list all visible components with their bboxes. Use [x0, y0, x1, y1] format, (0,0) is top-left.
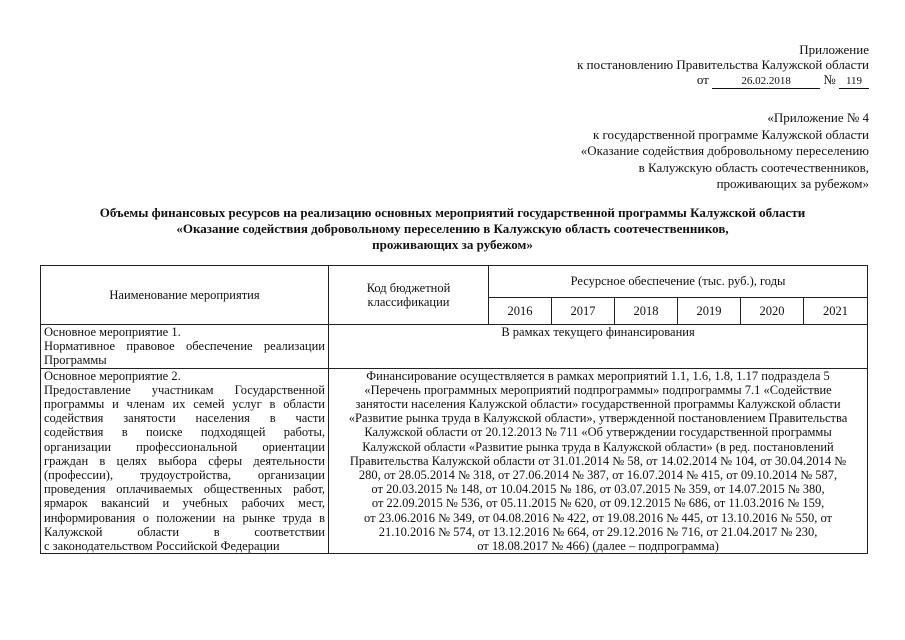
title-line: Объемы финансовых ресурсов на реализацию основных мероприятий государственной программы Калужской области — [99, 205, 806, 220]
title-line: «Оказание содействия добровольному переселению в Калужскую область соотечественников, — [176, 221, 729, 236]
header-year-2020: 2020 — [741, 298, 804, 325]
financing-line: от 18.08.2017 № 466) (далее – подпрограмма) — [477, 539, 719, 554]
appendix4-line: «Приложение № 4 — [767, 110, 869, 125]
activity-2-line: ярмарок вакансий и учебных рабочих мест, — [44, 496, 325, 511]
decree-date: 26.02.2018 — [712, 75, 820, 89]
financing-line: Калужской области от 20.12.2013 № 711 «Об утверждении государственной программы — [364, 425, 832, 440]
header-year-2019: 2019 — [678, 298, 741, 325]
number-label: № — [823, 72, 836, 87]
financing-line: от 23.06.2016 № 349, от 04.08.2016 № 422, от 19.08.2016 № 445, от 13.10.2016 № 550, от — [364, 510, 832, 525]
financing-line: 21.10.2016 № 574, от 13.12.2016 № 664, от 29.12.2016 № 716, от 21.04.2017 № 230, — [378, 524, 818, 539]
activity-2-line: Предоставление участникам Государственной — [44, 382, 325, 397]
table-header-row — [41, 266, 868, 298]
activity-2-line: Калужской области в соответствии — [44, 524, 325, 539]
header-kbk-line: Код бюджетной — [366, 280, 451, 295]
document-title — [40, 205, 865, 253]
financing-line: «Перечень программных мероприятий подпрограммы» подпрограммы 7.1 «Содействие — [364, 382, 832, 397]
header-resources: Ресурсное обеспечение (тыс. руб.), годы — [489, 266, 868, 298]
activity-1-line: Основное мероприятие 1. — [44, 325, 181, 339]
table-row — [41, 325, 868, 369]
header-kbk-line: классификации — [367, 295, 450, 309]
appendix-header — [577, 42, 869, 89]
appendix4-line: «Оказание содействия добровольному переселению — [580, 143, 869, 158]
activity-2-line: программы и членам их семей услуг в области — [44, 397, 325, 412]
activity-2-financing — [329, 368, 868, 554]
financing-line: 280, от 28.05.2014 № 318, от 27.06.2014 № 387, от 16.07.2014 № 415, от 09.10.2014 № 587, — [358, 468, 838, 483]
header-kbk — [329, 266, 489, 325]
decree-number: 119 — [839, 75, 869, 89]
financing-line: Правительства Калужской области от 31.01.2014 № 58, от 14.02.2014 № 104, от 30.04.2014 № — [349, 453, 847, 468]
appendix4-line: в Калужскую область соотечественников, — [638, 159, 869, 175]
header-year-2021: 2021 — [804, 298, 868, 325]
activity-1-name — [41, 325, 329, 369]
activity-2-line: содействия в поиске подходящей работы, — [44, 425, 325, 440]
appendix4-header — [581, 110, 869, 193]
financing-line: занятости населения Калужской области» государственной программы Калужской области — [355, 397, 841, 412]
activity-2-line: Основное мероприятие 2. — [44, 368, 181, 383]
activity-2-line: содействия занятости населения в части — [44, 411, 325, 426]
activity-1-financing: В рамках текущего финансирования — [329, 325, 868, 369]
financing-line: Финансирование осуществляется в рамках мероприятий 1.1, 1.6, 1.8, 1.17 подраздела 5 — [366, 368, 830, 383]
resources-table — [40, 265, 868, 554]
activity-2-line: граждан в целях выбора сферы деятельности — [44, 453, 325, 468]
activity-2-line: организации профессиональной ориентации — [44, 439, 325, 454]
from-label: от — [696, 72, 709, 87]
activity-2-line: с законодательством Российской Федерации — [44, 539, 280, 554]
appendix4-line: к государственной программе Калужской области — [592, 126, 869, 142]
financing-line: Калужской области «Развитие рынка труда в Калужской области» (в ред. постановлений — [362, 439, 834, 454]
activity-2-line: информирования о положении на рынке труда в — [44, 510, 325, 525]
activity-2-line: проведения оплачиваемых общественных работ, — [44, 482, 325, 497]
title-line: проживающих за рубежом» — [372, 237, 533, 252]
financing-line: от 22.09.2015 № 536, от 05.11.2015 № 620, от 09.12.2015 № 686, от 11.03.2016 № 159, — [371, 496, 825, 511]
activity-1-line: Нормативное правовое обеспечение реализации — [44, 339, 325, 354]
table-row — [41, 368, 868, 554]
decree-reference: к постановлению Правительства Калужской области — [577, 57, 869, 72]
header-year-2016: 2016 — [489, 298, 552, 325]
appendix4-line: проживающих за рубежом» — [716, 176, 869, 191]
decree-date-number — [577, 72, 869, 89]
activity-2-name — [41, 368, 329, 554]
header-year-2017: 2017 — [552, 298, 615, 325]
activity-1-line: Программы — [44, 353, 107, 368]
header-year-2018: 2018 — [615, 298, 678, 325]
activity-2-line: (профессии), трудоустройства, организации — [44, 468, 325, 483]
financing-line: «Развитие рынка труда в Калужской области», утвержденной постановлением Правительства — [348, 411, 848, 426]
appendix-label: Приложение — [799, 42, 869, 57]
financing-line: от 20.03.2015 № 148, от 10.04.2015 № 186, от 03.07.2015 № 359, от 14.07.2015 № 380, — [371, 482, 825, 497]
header-name: Наименование мероприятия — [41, 266, 329, 325]
